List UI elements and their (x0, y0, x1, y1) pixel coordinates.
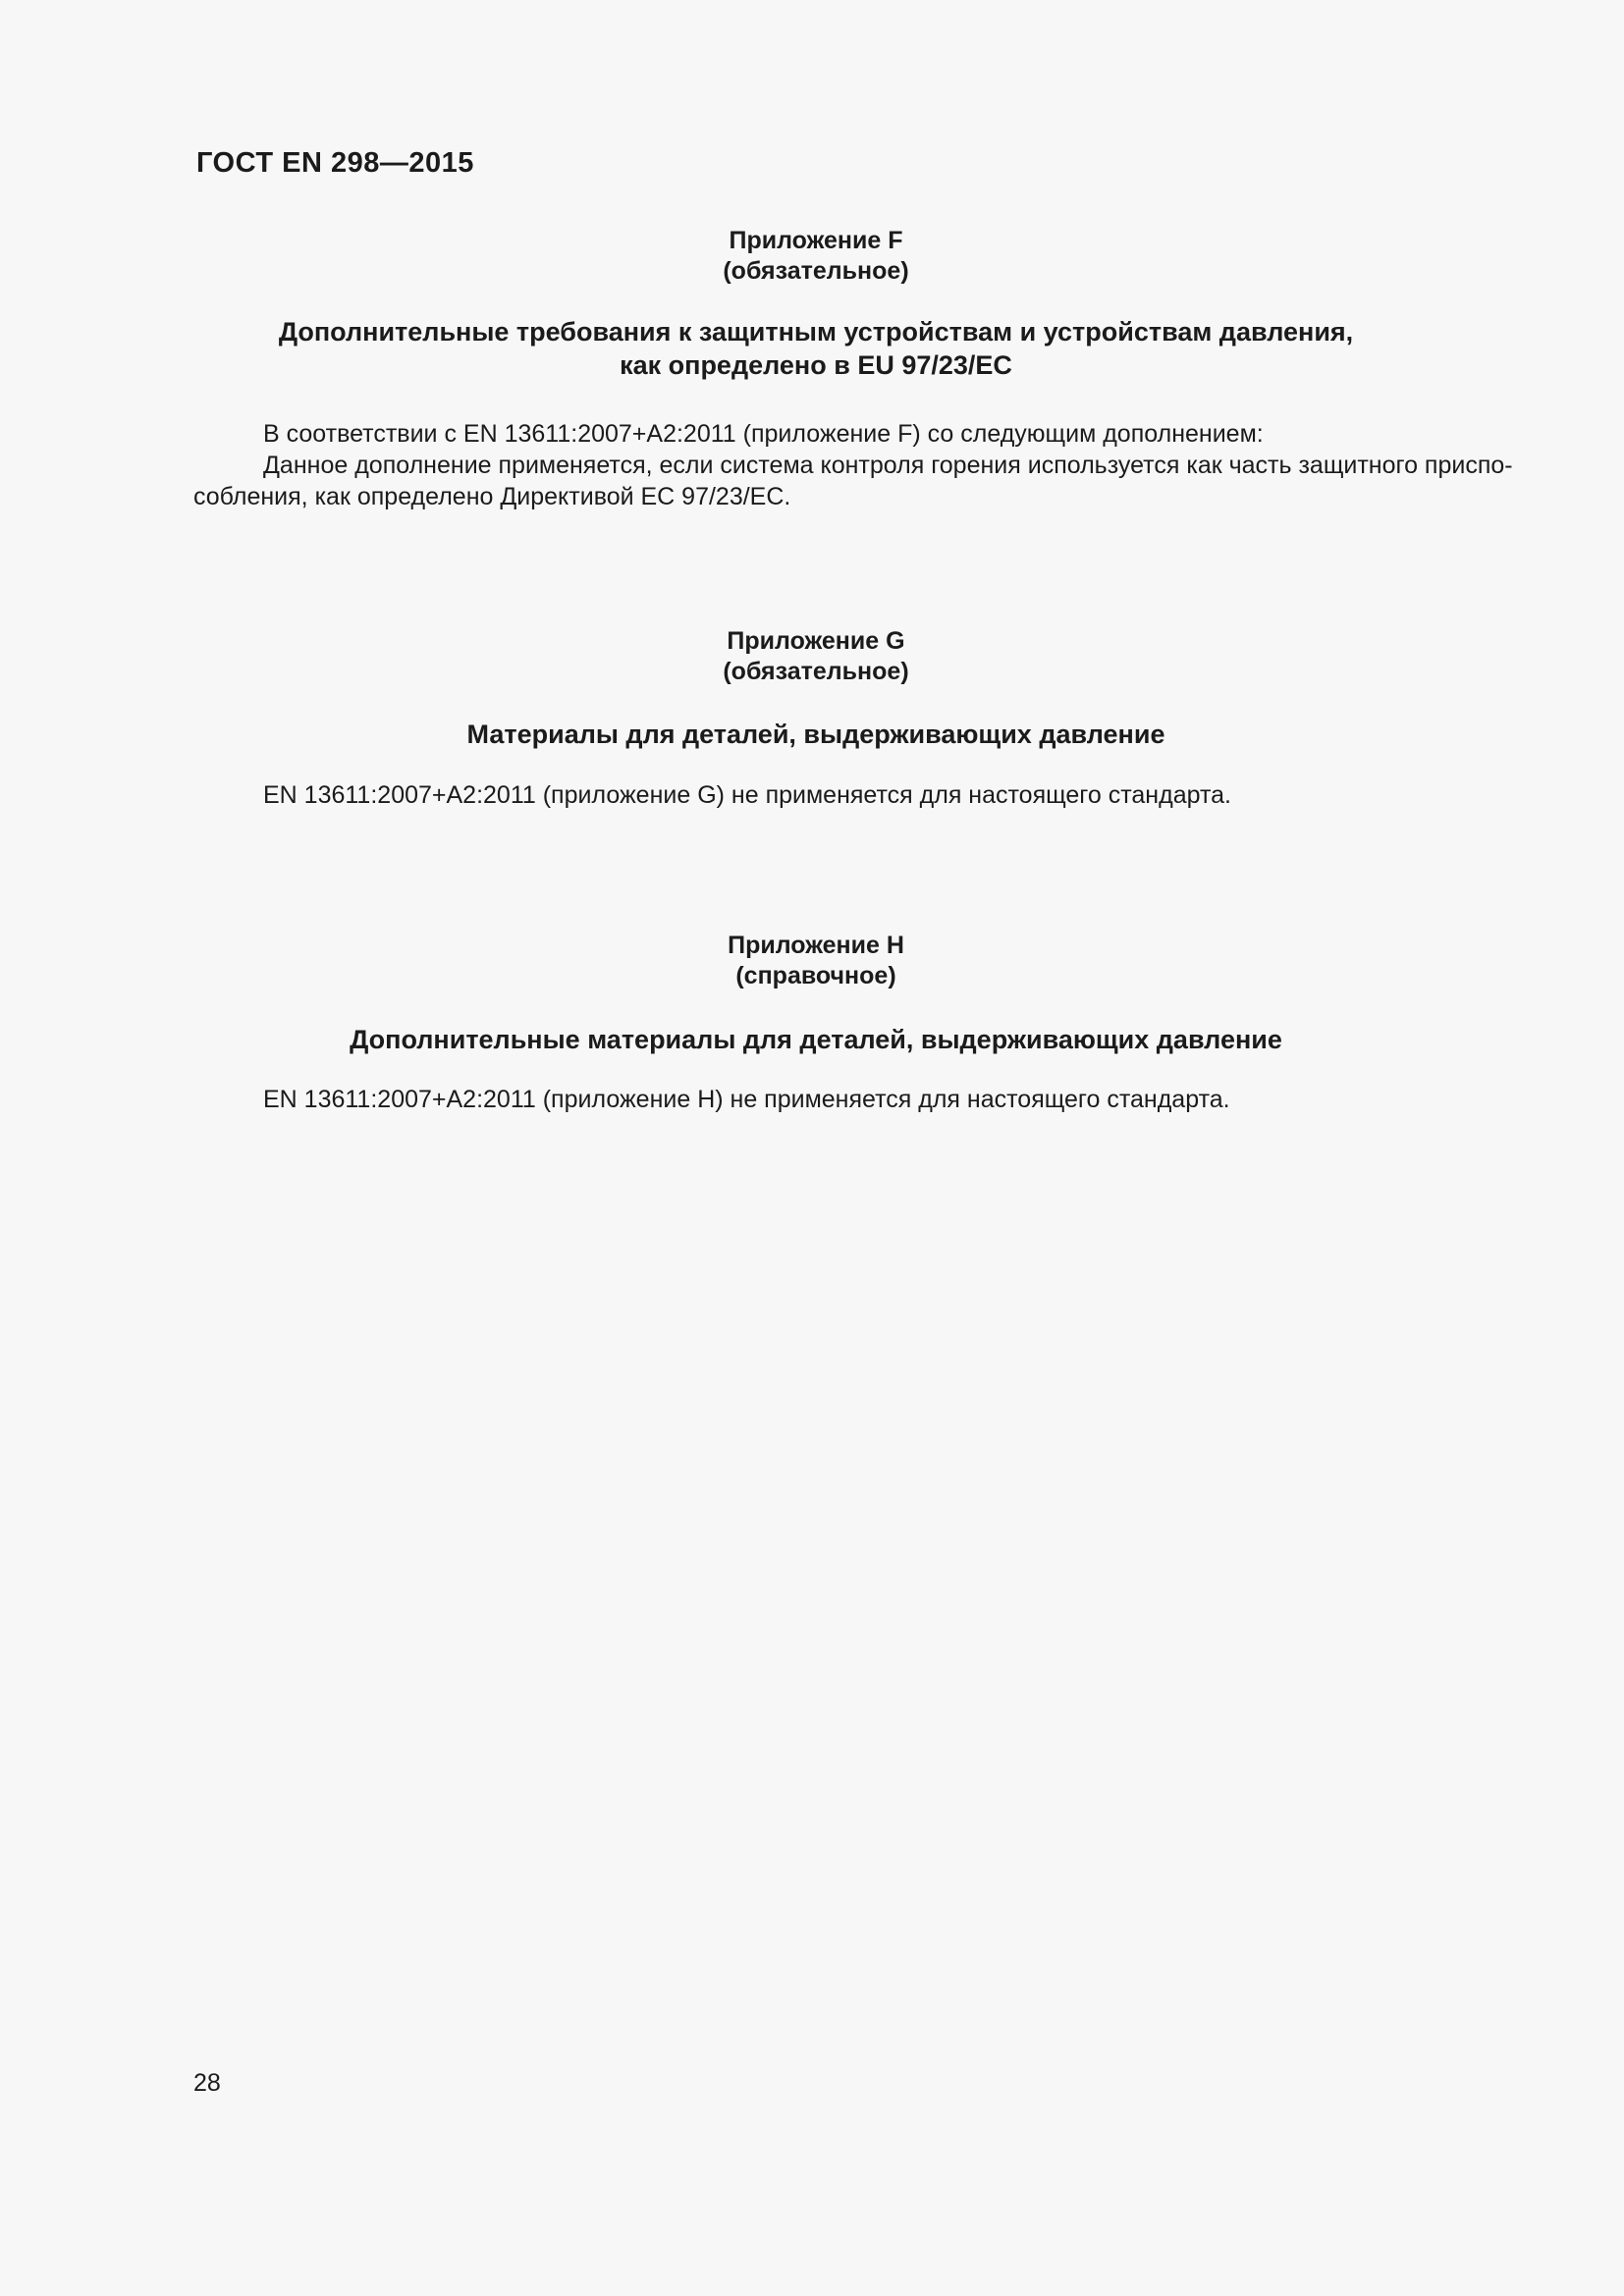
appendix-f-body (193, 418, 1513, 512)
document-title-header: ГОСТ EN 298—2015 (196, 147, 474, 179)
appendix-f-heading (193, 226, 1438, 287)
appendix-g-paragraph-line: EN 13611:2007+A2:2011 (приложение G) не применяется для настоящего стандарта. (263, 781, 1231, 809)
appendix-g-heading (193, 626, 1438, 687)
appendix-f-paragraph-line: собления, как определено Директивой ЕС 97/23/ЕС. (193, 483, 791, 510)
appendix-f-label: Приложение F (729, 227, 903, 254)
appendix-g-title-line: Материалы для деталей, выдерживающих давление (466, 720, 1165, 749)
appendix-h-paragraph-line: EN 13611:2007+A2:2011 (приложение H) не применяется для настоящего стандарта. (263, 1086, 1230, 1113)
page-number: 28 (193, 2069, 221, 2097)
appendix-f-paragraph-line: В соответствии с EN 13611:2007+A2:2011 (приложение F) со следующим дополнением: (263, 420, 1264, 448)
appendix-h-label: Приложение H (728, 932, 904, 959)
appendix-h-title (193, 1023, 1438, 1056)
appendix-h-body (193, 1084, 1509, 1115)
appendix-h-type: (справочное) (735, 962, 896, 989)
appendix-g-type: (обязательное) (723, 658, 909, 685)
appendix-f-title (193, 315, 1438, 382)
appendix-h-heading (193, 931, 1438, 991)
appendix-g-label: Приложение G (727, 627, 905, 655)
appendix-f-type: (обязательное) (723, 257, 909, 285)
appendix-f-title-line1: Дополнительные требования к защитным устройствам и устройствам давления, (278, 317, 1354, 347)
appendix-h-title-line: Дополнительные материалы для деталей, выдерживающих давление (350, 1025, 1282, 1054)
appendix-g-body (193, 779, 1509, 811)
appendix-f-paragraph-line: Данное дополнение применяется, если система контроля горения используется как часть защитного приспо- (263, 452, 1513, 479)
appendix-g-title (193, 718, 1438, 751)
appendix-f-title-line2: как определено в EU 97/23/EC (620, 350, 1012, 380)
